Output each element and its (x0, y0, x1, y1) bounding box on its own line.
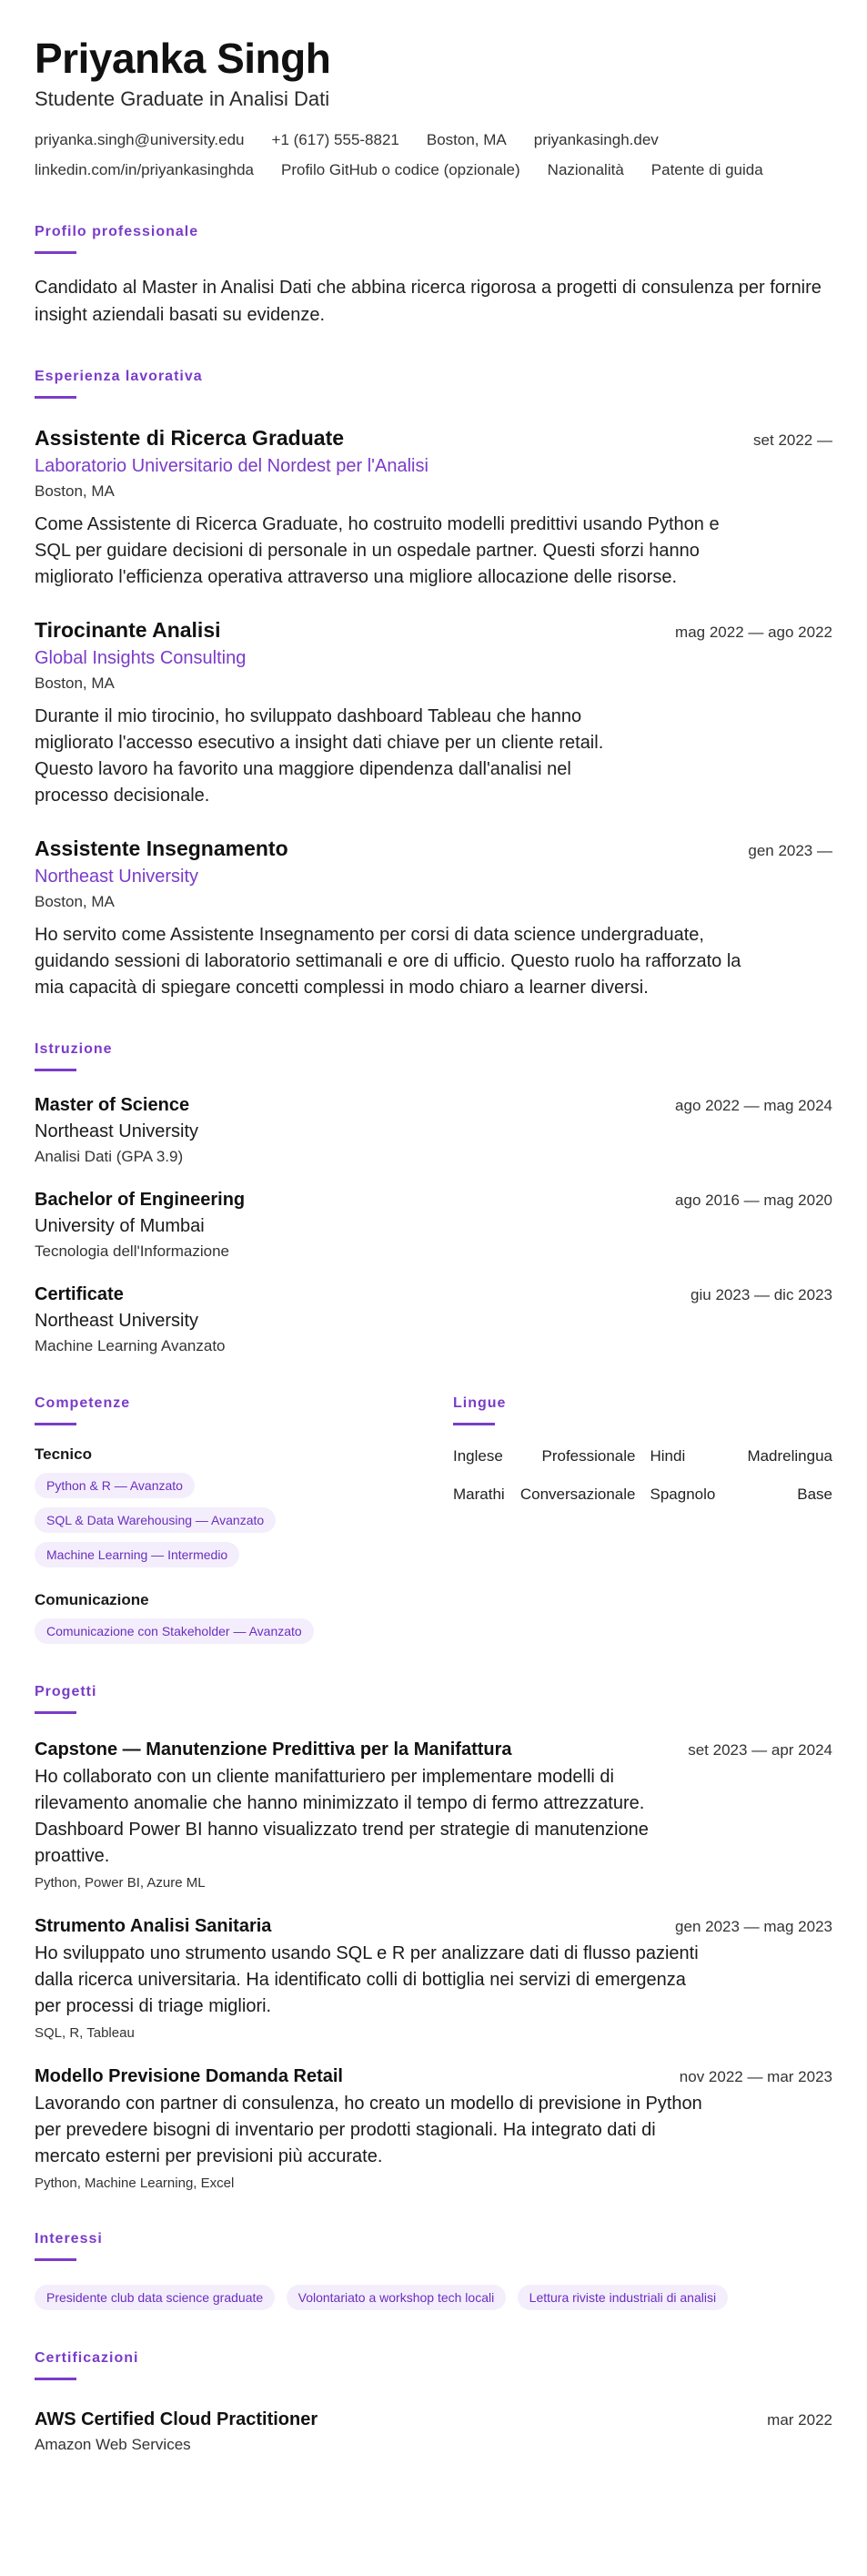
education-date: ago 2016 — mag 2020 (675, 1192, 832, 1209)
contact-driving-license: Patente di guida (650, 161, 763, 178)
interest-tag: Volontariato a workshop tech locali (287, 2285, 507, 2310)
language-item (453, 1486, 636, 1504)
candidate-headline: Studente Graduate in Analisi Dati (35, 87, 330, 110)
project-tech: Python, Power BI, Azure ML (35, 1875, 206, 1891)
language-level: Professionale (541, 1447, 636, 1465)
certification-date: mar 2022 (767, 2411, 832, 2429)
job-title: Assistente di Ricerca Graduate (35, 426, 345, 450)
language-item (650, 1447, 833, 1465)
degree-field: Machine Learning Avanzato (35, 1337, 226, 1354)
skills-section (35, 1395, 453, 1644)
contact-github[interactable]: Profilo GitHub o codice (opzionale) (280, 161, 520, 178)
experience-section (35, 369, 832, 1001)
school-name: Northeast University (35, 1121, 199, 1141)
section-title: Esperienza lavorativa (35, 369, 203, 384)
language-level: Base (797, 1486, 832, 1503)
section-title: Istruzione (35, 1041, 113, 1057)
section-title: Profilo professionale (35, 224, 199, 239)
job-location: Boston, MA (35, 893, 115, 910)
candidate-name: Priyanka Singh (35, 35, 331, 82)
project-title: Strumento Analisi Sanitaria (35, 1916, 272, 1936)
language-level: Madrelingua (747, 1447, 832, 1465)
project-item (35, 1739, 832, 1891)
degree-field: Tecnologia dell'Informazione (35, 1242, 229, 1260)
contact-email[interactable]: priyanka.singh@university.edu (35, 131, 245, 148)
contact-phone[interactable]: +1 (617) 555-8821 (271, 131, 399, 148)
project-date: set 2023 — apr 2024 (688, 1741, 832, 1759)
degree-title: Certificate (35, 1284, 124, 1304)
skill-tag: Comunicazione con Stakeholder — Avanzato (35, 1618, 314, 1644)
job-company: Northeast University (35, 867, 199, 887)
education-item (35, 1095, 832, 1166)
skill-tag: Machine Learning — Intermedio (35, 1542, 239, 1567)
section-underline (35, 396, 76, 399)
project-item (35, 2066, 832, 2191)
section-underline (35, 1423, 76, 1425)
contact-nationality: Nazionalità (547, 161, 624, 178)
resume-header (35, 35, 832, 191)
project-date: gen 2023 — mag 2023 (675, 1918, 832, 1935)
education-date: ago 2022 — mag 2024 (675, 1097, 832, 1114)
project-tech: Python, Machine Learning, Excel (35, 2175, 235, 2191)
certification-issuer: Amazon Web Services (35, 2436, 191, 2453)
job-date: set 2022 — (753, 431, 832, 449)
project-description: Ho sviluppato uno strumento usando SQL e R per analizzare dati di flusso pazienti dalla ricerca universitaria. Ha identificato colli di bottiglia nei servizi di emergenza per processi di triage migliori. (35, 1943, 699, 2016)
degree-field: Analisi Dati (GPA 3.9) (35, 1148, 184, 1165)
education-section (35, 1041, 832, 1355)
experience-item (35, 426, 832, 591)
education-item (35, 1190, 832, 1261)
skill-tags (35, 1464, 453, 1567)
certification-name: AWS Certified Cloud Practitioner (35, 2409, 318, 2429)
job-date: gen 2023 — (748, 842, 832, 859)
project-description: Lavorando con partner di consulenza, ho creato un modello di previsione in Python per prevedere bisogni di inventario per prodotti stagionali. Ha integrato dati di mercato esterni per previsioni più accurate. (35, 2094, 702, 2166)
section-title: Certificazioni (35, 2350, 139, 2366)
certifications-section (35, 2350, 832, 2454)
section-title: Interessi (35, 2231, 103, 2246)
school-name: Northeast University (35, 1311, 199, 1331)
language-level: Conversazionale (519, 1486, 636, 1503)
education-item (35, 1284, 832, 1355)
language-name: Hindi (650, 1447, 686, 1465)
project-title: Modello Previsione Domanda Retail (35, 2066, 343, 2086)
language-item (453, 1447, 636, 1465)
skill-tag: Python & R — Avanzato (35, 1473, 195, 1498)
skill-group-title: Comunicazione (35, 1591, 149, 1608)
contact-info (35, 131, 832, 191)
contact-row-2 (35, 161, 832, 191)
job-location: Boston, MA (35, 482, 115, 500)
project-title: Capstone — Manutenzione Predittiva per la Manifattura (35, 1739, 512, 1760)
language-name: Inglese (453, 1447, 503, 1465)
interest-tag: Presidente club data science graduate (35, 2285, 275, 2310)
language-item (650, 1486, 833, 1504)
section-underline (35, 2378, 76, 2380)
interests-section (35, 2231, 832, 2310)
job-description: Come Assistente di Ricerca Graduate, ho costruito modelli predittivi usando Python e SQL per guidare decisioni di personale in un ospedale partner. Questi sforzi hanno migliorato l'efficienza operativa attraverso una migliore allocazione delle risorse. (35, 514, 720, 587)
section-underline (35, 251, 76, 254)
section-title: Competenze (35, 1395, 131, 1411)
contact-row-1 (35, 131, 832, 161)
skill-tags (35, 1609, 453, 1644)
profile-summary: Candidato al Master in Analisi Dati che abbina ricerca rigorosa a progetti di consulenza per fornire insight aziendali basati su evidenze. (35, 278, 822, 325)
language-name: Spagnolo (650, 1486, 716, 1503)
section-underline (35, 1069, 76, 1071)
skill-tag: SQL & Data Warehousing — Avanzato (35, 1507, 276, 1533)
job-company: Global Insights Consulting (35, 648, 247, 668)
degree-title: Bachelor of Engineering (35, 1190, 246, 1210)
job-description: Durante il mio tirocinio, ho sviluppato dashboard Tableau che hanno migliorato l'accesso esecutivo a insight dati chiave per un cliente retail. Questo lavoro ha favorito una maggiore dipendenza dall'analisi nel processo decisionale. (35, 706, 604, 806)
experience-item (35, 618, 832, 809)
language-name: Marathi (453, 1486, 505, 1503)
section-title: Progetti (35, 1684, 97, 1699)
project-date: nov 2022 — mar 2023 (679, 2068, 832, 2085)
interest-tags (35, 2276, 832, 2310)
certification-item (35, 2409, 832, 2454)
job-date: mag 2022 — ago 2022 (675, 624, 832, 641)
languages-list (453, 1447, 832, 1524)
job-company: Laboratorio Universitario del Nordest per l'Analisi (35, 456, 428, 476)
job-description: Ho servito come Assistente Insegnamento per corsi di data science undergraduate, guidando sessioni di laboratorio settimanali e ore di ufficio. Questo ruolo ha rafforzato la mia capacità di spiegare concetti complessi in modo chiaro a learner diversi. (35, 925, 741, 998)
education-date: giu 2023 — dic 2023 (691, 1286, 832, 1303)
languages-section (453, 1395, 832, 1644)
job-title: Tirocinante Analisi (35, 618, 221, 642)
job-location: Boston, MA (35, 674, 115, 692)
interest-tag: Lettura riviste industriali di analisi (518, 2285, 728, 2310)
contact-location: Boston, MA (426, 131, 507, 148)
section-underline (35, 1711, 76, 1714)
skills-languages-row (35, 1395, 832, 1644)
profile-section (35, 224, 832, 329)
degree-title: Master of Science (35, 1095, 190, 1115)
projects-section (35, 1684, 832, 2191)
contact-linkedin[interactable]: linkedin.com/in/priyankasinghda (35, 161, 254, 178)
section-title: Lingue (453, 1395, 507, 1411)
project-tech: SQL, R, Tableau (35, 2025, 135, 2041)
job-title: Assistente Insegnamento (35, 837, 288, 860)
experience-item (35, 837, 832, 1001)
skill-group-title: Tecnico (35, 1445, 92, 1463)
section-underline (35, 2258, 76, 2261)
school-name: University of Mumbai (35, 1216, 205, 1236)
project-item (35, 1916, 832, 2041)
contact-website[interactable]: priyankasingh.dev (533, 131, 659, 148)
project-description: Ho collaborato con un cliente manifatturiero per implementare modelli di rilevamento anomalie che hanno minimizzato il tempo di fermo attrezzature. Dashboard Power BI hanno visualizzato trend per strategie di manutenzione proattive. (35, 1767, 649, 1866)
section-underline (453, 1423, 495, 1425)
